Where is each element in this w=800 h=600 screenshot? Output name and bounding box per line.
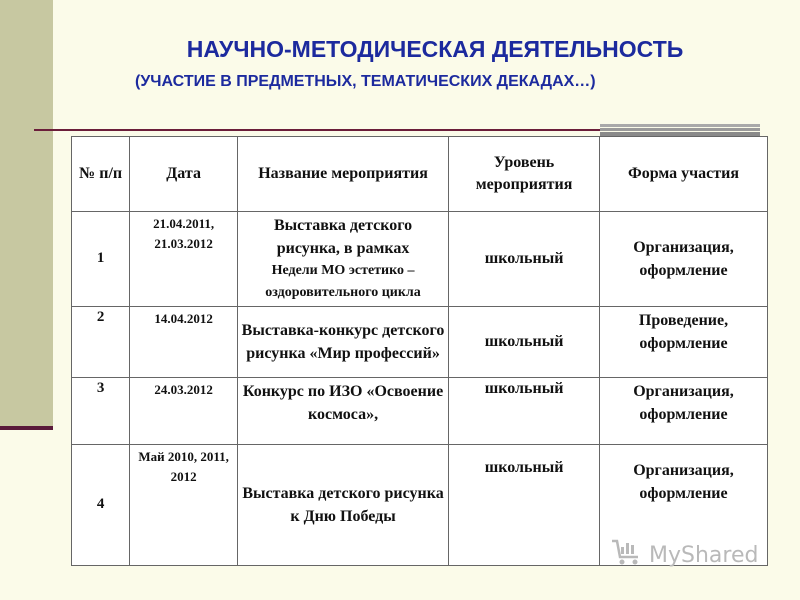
watermark bbox=[610, 537, 758, 573]
watermark-text: MyShared bbox=[649, 542, 759, 568]
table-header-row bbox=[72, 137, 768, 212]
header-date: Дата bbox=[130, 137, 238, 212]
header-form: Форма участия bbox=[600, 137, 768, 212]
row-level: школьный bbox=[449, 377, 600, 444]
row-name-detail: Недели МО эстетико – оздоровительного цикла bbox=[265, 263, 421, 301]
table-row bbox=[72, 306, 768, 377]
row-level: школьный bbox=[449, 212, 600, 307]
row-num: 3 bbox=[72, 377, 130, 444]
row-name: Конкурс по ИЗО «Освоение космоса», bbox=[237, 377, 448, 444]
side-decoration-edge bbox=[0, 426, 53, 430]
side-decoration-bar bbox=[0, 0, 53, 430]
table-row bbox=[72, 212, 768, 307]
row-form: Организация, оформление bbox=[600, 212, 768, 307]
page-title: НАУЧНО-МЕТОДИЧЕСКАЯ ДЕЯТЕЛЬНОСТЬ bbox=[186, 36, 684, 62]
divider-accent bbox=[600, 124, 760, 136]
table-row bbox=[72, 377, 768, 444]
row-num: 2 bbox=[72, 306, 130, 377]
header-level: Уровень мероприятия bbox=[449, 137, 600, 212]
row-form: Организация, оформление bbox=[600, 377, 768, 444]
row-name: Выставка-конкурс детского рисунка «Мир профессий» bbox=[237, 306, 448, 377]
header-name: Название мероприятия bbox=[237, 137, 448, 212]
row-date: 24.03.2012 bbox=[130, 377, 238, 444]
row-form: Проведение, оформление bbox=[600, 306, 768, 377]
row-form: Организация, оформление bbox=[600, 444, 768, 565]
row-level: школьный bbox=[449, 444, 600, 565]
row-num: 4 bbox=[72, 444, 130, 565]
page-subtitle: (УЧАСТИЕ В ПРЕДМЕТНЫХ, ТЕМАТИЧЕСКИХ ДЕКАДАХ…) bbox=[135, 73, 596, 90]
row-name: Выставка детского рисунка, в рамках bbox=[273, 217, 413, 258]
row-name: Выставка детского рисунка к Дню Победы bbox=[237, 444, 448, 565]
row-num: 1 bbox=[72, 212, 130, 307]
events-table bbox=[71, 136, 768, 566]
row-level: школьный bbox=[449, 306, 600, 377]
row-date: Май 2010, 2011, 2012 bbox=[130, 444, 238, 565]
row-date: 14.04.2012 bbox=[130, 306, 238, 377]
row-name-cell bbox=[237, 212, 448, 307]
row-date: 21.04.2011, 21.03.2012 bbox=[130, 212, 238, 307]
header-num: № п/п bbox=[72, 137, 130, 212]
cart-chart-icon bbox=[610, 537, 644, 573]
